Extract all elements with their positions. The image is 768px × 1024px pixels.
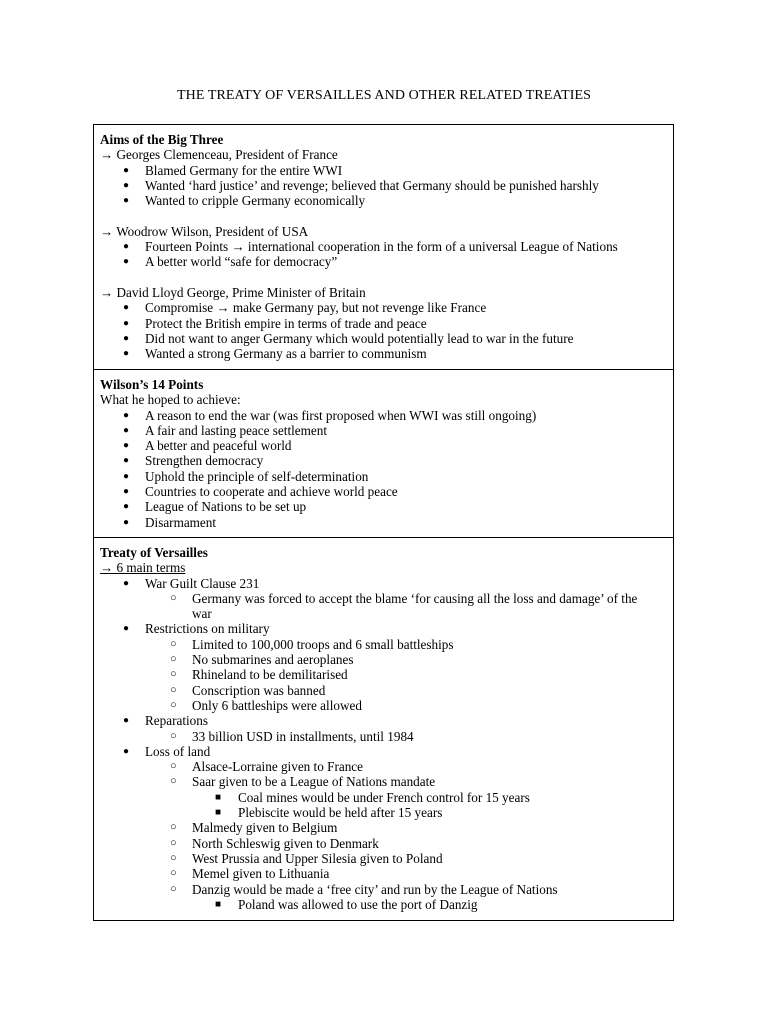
notes-table xyxy=(93,124,674,921)
section-aims-big-three xyxy=(94,125,673,370)
sub-item: ○ Limited to 100,000 troops and 6 small battleships xyxy=(170,636,454,652)
bullet-dot-icon: ● xyxy=(123,623,130,635)
bullet-dot-icon: ● xyxy=(123,501,130,513)
list-item: ● Disarmament xyxy=(123,514,217,530)
sub-item: ○ Danzig would be made a ‘free city’ and run by the League of Nations xyxy=(170,881,558,897)
list-item: ● Did not want to anger Germany which would potentially lead to war in the future xyxy=(123,330,574,346)
bullet-dot-icon: ● xyxy=(123,455,130,467)
bullet-dot-icon: ● xyxy=(123,424,130,436)
bullet-circle-icon: ○ xyxy=(170,653,177,666)
list-item: ● Uphold the principle of self-determination xyxy=(123,468,369,484)
bullet-dot-icon: ● xyxy=(123,745,130,757)
sub-item: ○ Germany was forced to accept the blame ‘for causing all the loss and damage’ of the war xyxy=(170,590,638,622)
section-heading: Aims of the Big Three xyxy=(100,132,224,147)
term-item: ● Restrictions on military xyxy=(123,621,270,637)
sub-item: ○ 33 billion USD in installments, until 1984 xyxy=(170,728,414,744)
bullet-dot-icon: ● xyxy=(123,256,130,268)
bullet-square-icon: ■ xyxy=(215,791,222,803)
bullet-dot-icon: ● xyxy=(123,241,130,253)
sub-item: ○ Conscription was banned xyxy=(170,682,326,698)
term-item: ● Reparations xyxy=(123,713,208,729)
bullet-circle-icon: ○ xyxy=(170,775,177,788)
bullet-dot-icon: ● xyxy=(123,302,130,314)
leader-heading: → Georges Clemenceau, President of France xyxy=(100,147,338,163)
section-intro: → 6 main terms xyxy=(100,560,186,576)
sub-item: ○ Alsace-Lorraine given to France xyxy=(170,759,363,775)
section-intro: What he hoped to achieve: xyxy=(100,392,241,408)
bullet-dot-icon: ● xyxy=(123,470,130,482)
bullet-circle-icon: ○ xyxy=(170,882,177,895)
bullet-circle-icon: ○ xyxy=(170,637,177,650)
bullet-dot-icon: ● xyxy=(123,317,130,329)
bullet-circle-icon: ○ xyxy=(170,668,177,681)
spacer xyxy=(100,270,667,285)
sub-item: ○ North Schleswig given to Denmark xyxy=(170,835,379,851)
list-item: ● League of Nations to be set up xyxy=(123,499,307,515)
document-title: THE TREATY OF VERSAILLES AND OTHER RELATED TREATIES xyxy=(176,88,592,103)
list-item: ● A fair and lasting peace settlement xyxy=(123,422,327,438)
list-item: ● Wanted to cripple Germany economically xyxy=(123,193,366,209)
bullet-dot-icon: ● xyxy=(123,486,130,498)
term-item: ● Loss of land xyxy=(123,743,211,759)
sub-item: ○ No submarines and aeroplanes xyxy=(170,652,354,668)
sub-item: ○ Memel given to Lithuania xyxy=(170,866,330,882)
bullet-circle-icon: ○ xyxy=(170,867,177,880)
spacer xyxy=(100,208,667,223)
bullet-dot-icon: ● xyxy=(123,348,130,360)
bullet-dot-icon: ● xyxy=(123,440,130,452)
sub-sub-item: ■ Poland was allowed to use the port of Danzig xyxy=(215,896,478,912)
sub-sub-item: ■ Coal mines would be under French control for 15 years xyxy=(215,789,530,805)
list-item: ● A reason to end the war (was first proposed when WWI was still ongoing) xyxy=(123,407,537,423)
bullet-circle-icon: ○ xyxy=(170,836,177,849)
list-item: ● Strengthen democracy xyxy=(123,453,264,469)
list-item: ● Wanted ‘hard justice’ and revenge; believed that Germany should be punished harshly xyxy=(123,177,599,193)
section-treaty-of-versailles xyxy=(94,538,673,920)
list-item: ● Blamed Germany for the entire WWI xyxy=(123,162,343,178)
bullet-dot-icon: ● xyxy=(123,516,130,528)
bullet-dot-icon: ● xyxy=(123,179,130,191)
list-item: ● Compromise → make Germany pay, but not revenge like France xyxy=(123,300,487,316)
section-heading: Wilson’s 14 Points xyxy=(100,377,204,392)
sub-item: ○ Only 6 battleships were allowed xyxy=(170,697,362,713)
bullet-square-icon: ■ xyxy=(215,807,222,819)
bullet-dot-icon: ● xyxy=(123,715,130,727)
term-item: ● War Guilt Clause 231 xyxy=(123,575,260,591)
list-item: ● Fourteen Points → international cooperation in the form of a universal League of Nations xyxy=(123,239,618,255)
leader-heading: → David Lloyd George, Prime Minister of Britain xyxy=(100,284,366,300)
bullet-circle-icon: ○ xyxy=(170,760,177,773)
bullet-circle-icon: ○ xyxy=(170,683,177,696)
bullet-dot-icon: ● xyxy=(123,577,130,589)
bullet-square-icon: ■ xyxy=(215,898,222,910)
list-item: ● Protect the British empire in terms of trade and peace xyxy=(123,315,427,331)
bullet-circle-icon: ○ xyxy=(170,851,177,864)
bullet-circle-icon: ○ xyxy=(170,821,177,834)
leader-heading: → Woodrow Wilson, President of USA xyxy=(100,223,309,239)
sub-item: ○ Malmedy given to Belgium xyxy=(170,820,338,836)
bullet-circle-icon: ○ xyxy=(170,729,177,742)
section-wilsons-14-points xyxy=(94,370,673,538)
bullet-dot-icon: ● xyxy=(123,195,130,207)
bullet-dot-icon: ● xyxy=(123,332,130,344)
list-item: ● Wanted a strong Germany as a barrier to communism xyxy=(123,346,427,362)
sub-item: ○ Saar given to be a League of Nations mandate xyxy=(170,774,436,790)
bullet-dot-icon: ● xyxy=(123,164,130,176)
sub-item: ○ Rhineland to be demilitarised xyxy=(170,667,348,683)
bullet-circle-icon: ○ xyxy=(170,698,177,711)
list-item: ● Countries to cooperate and achieve world peace xyxy=(123,484,398,500)
section-heading: Treaty of Versailles xyxy=(100,545,208,560)
list-item: ● A better world “safe for democracy” xyxy=(123,254,338,270)
list-item: ● A better and peaceful world xyxy=(123,438,292,454)
sub-sub-item: ■ Plebiscite would be held after 15 years xyxy=(215,805,443,821)
bullet-dot-icon: ● xyxy=(123,409,130,421)
sub-item: ○ West Prussia and Upper Silesia given to Poland xyxy=(170,850,443,866)
bullet-circle-icon: ○ xyxy=(170,591,177,604)
